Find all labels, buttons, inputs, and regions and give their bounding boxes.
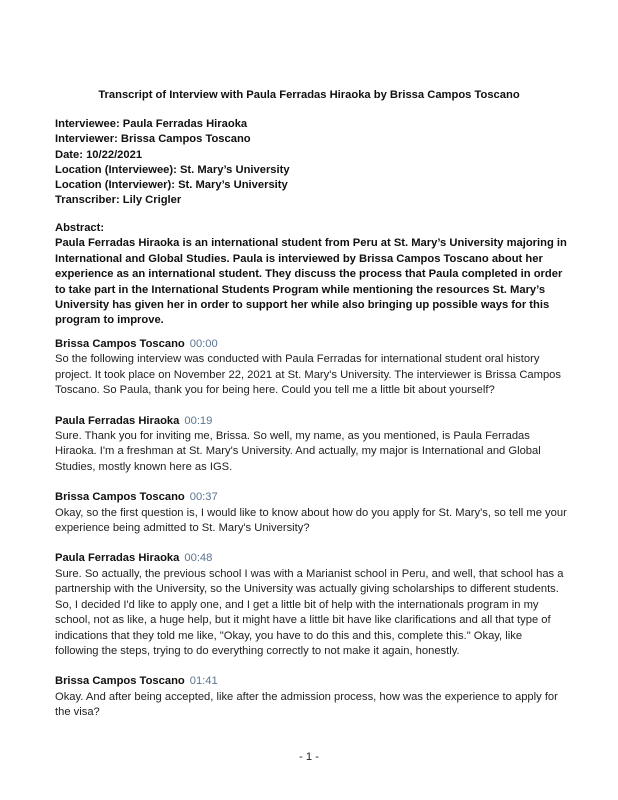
interviewer-location-line: Location (Interviewer): St. Mary’s University [55, 179, 288, 192]
speaker-line [55, 674, 567, 689]
page-number: - 1 - [299, 751, 319, 763]
speaker-name: Brissa Campos Toscano [55, 491, 185, 504]
speaker-name: Paula Ferradas Hiraoka [55, 414, 180, 427]
interview-metadata [55, 117, 565, 209]
transcript-entry [55, 414, 567, 476]
interviewer-line: Interviewer: Brissa Campos Toscano [55, 133, 251, 146]
speaker-line [55, 490, 567, 505]
timestamp: 00:48 [184, 552, 213, 565]
transcript-entry [55, 551, 567, 659]
transcript-entries [55, 337, 567, 736]
document-title: Transcript of Interview with Paula Ferradas Hiraoka by Brissa Campos Toscano [98, 89, 520, 101]
interviewee-line: Interviewee: Paula Ferradas Hiraoka [55, 118, 248, 130]
abstract-section [55, 221, 567, 329]
timestamp: 01:41 [189, 675, 218, 688]
speech-text: Okay. And after being accepted, like after the admission process, how was the experience to apply for the visa? [55, 690, 558, 719]
timestamp: 00:37 [189, 491, 218, 504]
abstract-text: Paula Ferradas Hiraoka is an international student from Peru at St. Mary’s University majoring in International and Global Studies. Paula is interviewed by Brissa Campos Toscano about her experience as an international student. They discuss the process that Paula completed in order to take part in the International Students Program while mentioning the resources St. Mary’s University has given her in order to support her while also bringing up possible ways for this program to improve. [55, 237, 567, 327]
interviewee-location-line: Location (Interviewee): St. Mary’s University [55, 163, 290, 176]
transcript-entry [55, 490, 567, 536]
speech-text: So the following interview was conducted with Paula Ferradas for international student oral history project. It took place on November 22, 2021 at St. Mary's University. The interviewer is Brissa Campos Toscano. So Paula, thank you for being here. Could you tell me a little bit about yourself? [55, 353, 561, 397]
transcript-entry [55, 674, 567, 720]
abstract-label: Abstract: [55, 222, 105, 234]
speaker-line [55, 337, 567, 352]
speech-text: Sure. Thank you for inviting me, Brissa. So well, my name, as you mentioned, is Paula Ferradas Hiraoka. I'm a freshman at St. Mary's University. And actually, my major is International and Global Studies, mostly known here as IGS. [55, 430, 541, 473]
speech-text: Sure. So actually, the previous school I was with a Marianist school in Peru, and well, that school has a partnership with the University, so the University was actually giving scholarships to different students. So, I decided I'd like to apply one, and I get a little bit of help with the internationals program in my school, not as like, a huge help, but it might have a little bit have like clarifications and all that type of indications that they told me like, "Okay, you have to do this and this, complete this." Okay, like following the steps, trying to do everything correctly to not make it again, honestly. [55, 567, 564, 657]
timestamp: 00:19 [184, 414, 213, 427]
transcriber-line: Transcriber: Lily Crigler [55, 194, 182, 207]
timestamp: 00:00 [189, 338, 218, 350]
date-line: Date: 10/22/2021 [55, 148, 143, 161]
speaker-name: Brissa Campos Toscano [55, 675, 185, 688]
speech-text: Okay, so the first question is, I would like to know about how do you apply for St. Mary's, so tell me your experience being admitted to St. Mary's University? [55, 506, 567, 535]
speaker-line [55, 551, 567, 566]
speaker-name: Brissa Campos Toscano [55, 338, 185, 350]
speaker-name: Paula Ferradas Hiraoka [55, 552, 180, 565]
transcript-entry [55, 337, 567, 399]
speaker-line [55, 414, 567, 429]
